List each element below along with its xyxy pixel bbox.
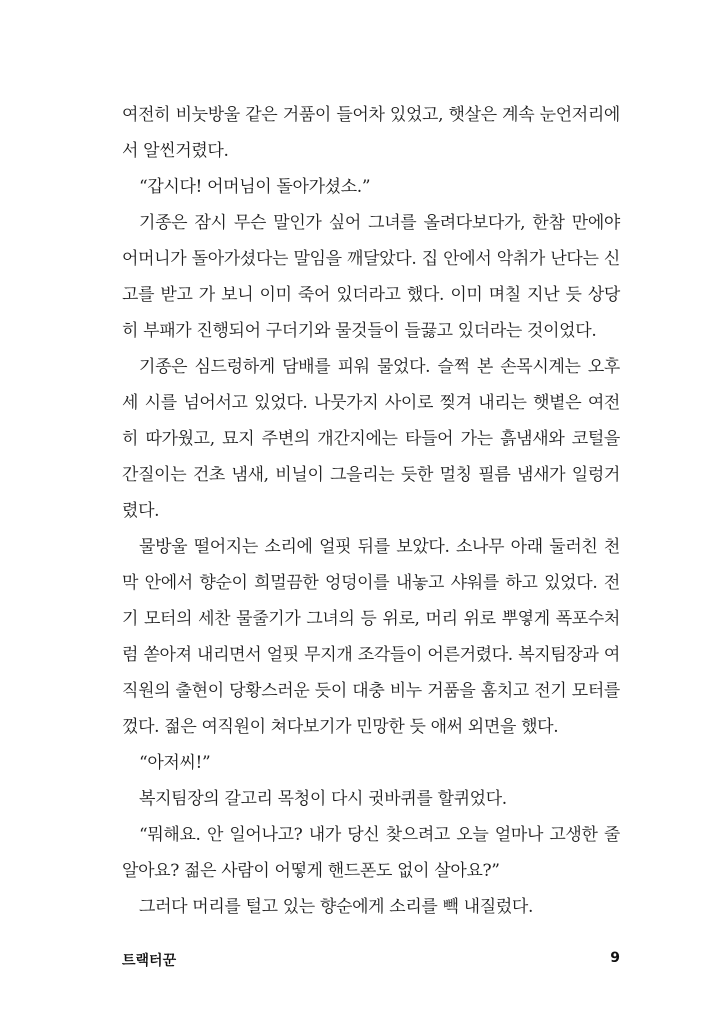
paragraph: “아저씨!” [139,753,211,773]
paragraph: 물방울 떨어지는 소리에 얼핏 뒤를 보았다. 소나무 아래 둘러친 천막 안에서 향순이 희멀끔한 엉덩이를 내놓고 샤워를 하고 있었다. 전기 모터의 세찬 물줄기가 그녀의 등 위로, 머리 위로 뿌옇게 폭포수처럼 쏟아져 내리면서 얼핏 무지개 조각들이 어른거렸다. 복지팀장과 여직원의 출현이 당황스러운 듯이 대충 비누 거품을 훔치고 전기 모터를 껐다. 젊은 여직원이 쳐다보기가 민망한 듯 애써 외면을 했다. [122,537,620,737]
paragraph: 기종은 심드렁하게 담배를 피워 물었다. 슬쩍 본 손목시계는 오후 세 시를 넘어서고 있었다. 나뭇가지 사이로 찢겨 내리는 햇볕은 여전히 따가웠고, 묘지 주변의 개간지에는 타들어 가는 흙냄새와 코털을 간질이는 건초 냄새, 비닐이 그을리는 듯한 멀칭 필름 냄새가 일렁거렸다. [122,357,620,521]
paragraph: 복지팀장의 갈고리 목청이 다시 귓바퀴를 할퀴었다. [139,789,507,809]
paragraph: 그러다 머리를 털고 있는 향순에게 소리를 빽 내질렀다. [139,897,534,917]
paragraph: “갑시다! 어머님이 돌아가셨소.” [139,177,371,197]
paragraph: 여전히 비눗방울 같은 거품이 들어차 있었고, 햇살은 계속 눈언저리에 서 알씬거렸다. [122,105,620,161]
book-title-footer: 트랙터꾼 [122,953,177,969]
paragraph: “뭐해요. 안 일어나고? 내가 당신 찾으려고 오늘 얼마나 고생한 줄 알아요? 젊은 사람이 어떻게 핸드폰도 없이 살아요?” [122,825,620,881]
page-number: 9 [610,950,620,966]
paragraph: 기종은 잠시 무슨 말인가 싶어 그녀를 올려다보다가, 한참 만에야 어머니가 돌아가셨다는 말임을 깨달았다. 집 안에서 악취가 난다는 신고를 받고 가 보니 이미 죽어 있더라고 했다. 이미 며칠 지난 듯 상당히 부패가 진행되어 구더기와 물것들이 들끓고 있더라는 것이었다. [122,213,620,341]
body-text [122,97,620,925]
